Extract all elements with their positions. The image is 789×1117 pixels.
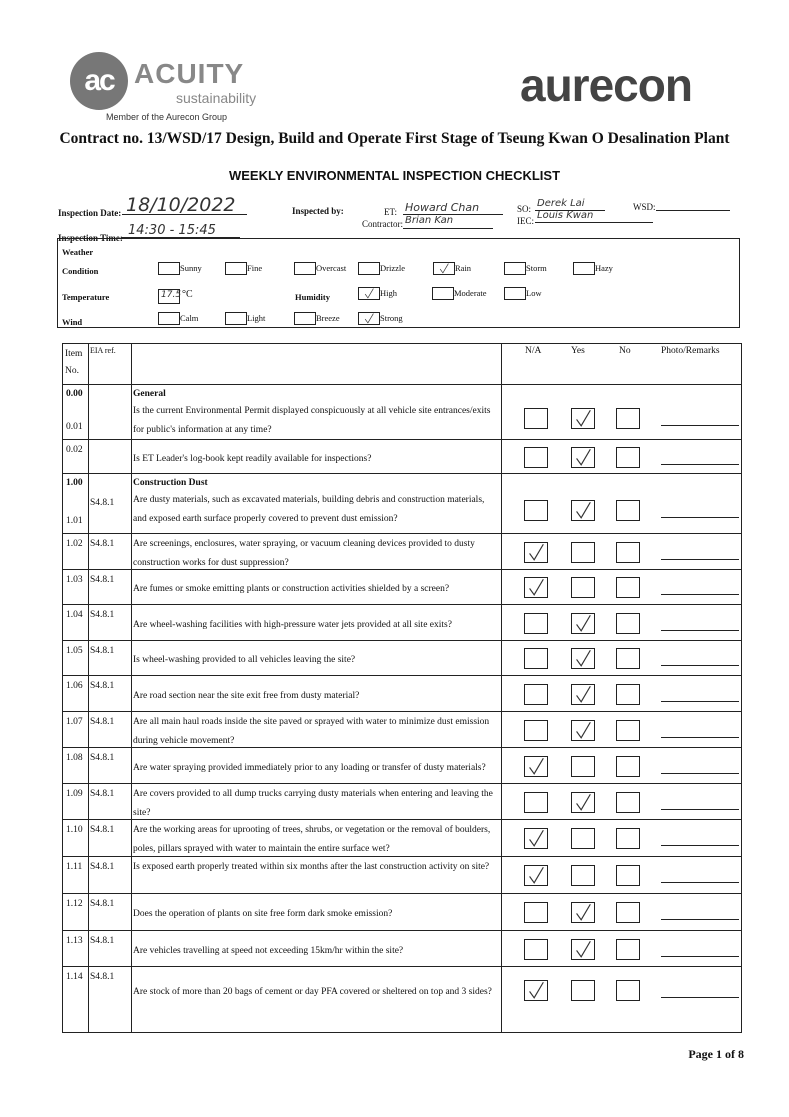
check-mark-icon [572,448,594,467]
question-text: Is exposed earth properly treated within six months after the last construction activity on site? [133,862,490,872]
checkbox-na[interactable] [524,792,548,813]
question-text: Are fumes or smoke emitting plants or construction activities shielded by a screen? [133,584,450,594]
checkbox-yes[interactable] [571,613,595,634]
remarks-field[interactable] [661,594,739,595]
checkbox-na[interactable] [524,865,548,886]
checkbox-no[interactable] [616,902,640,923]
checkbox-na[interactable] [524,902,548,923]
aurecon-logo: aurecon [520,59,692,111]
item-number: 1.03 [66,575,83,585]
remarks-field[interactable] [661,517,739,518]
item-number: 1.05 [66,646,83,656]
checkbox-no[interactable] [616,648,640,669]
remarks-field[interactable] [661,425,739,426]
item-number: 1.08 [66,753,83,763]
inspection-time-field[interactable] [122,223,240,238]
temperature-label: Temperature [62,292,110,302]
table-row [63,473,741,533]
remarks-field[interactable] [661,773,739,774]
temperature-value: 17.5 [161,290,182,300]
check-mark-icon [525,866,547,885]
acuity-mark: ac [70,52,128,110]
check-mark-icon [572,793,594,812]
weather-option-label: Storm [526,263,547,273]
checkbox-yes[interactable] [571,792,595,813]
weather-option-label: Low [526,288,542,298]
checkbox-no[interactable] [616,447,640,468]
no-header: No [619,346,631,356]
check-mark-icon [572,614,594,633]
weather-option-label: Breeze [316,313,340,323]
table-row [63,711,741,747]
et-value: Howard Chan [405,201,480,214]
weather-checkbox-calm[interactable] [158,312,180,325]
acuity-sub: sustainability [176,90,257,106]
weather-option-label: Hazy [595,263,613,273]
eia-ref: S4.8.1 [90,972,115,982]
weather-checkbox-low[interactable] [504,287,526,300]
eia-ref: S4.8.1 [90,717,115,727]
table-row [63,856,741,893]
weather-checkbox-overcast[interactable] [294,262,316,275]
so-value: Derek Lai [537,198,585,209]
inspection-time-label: Inspection Time: [58,233,123,243]
checkbox-na[interactable] [524,613,548,634]
weather-option-label: Rain [455,263,472,273]
checkbox-yes[interactable] [571,447,595,468]
humidity-label: Humidity [295,292,330,302]
check-mark-icon [525,578,547,597]
acuity-name: ACUITY [134,58,245,89]
remarks-field[interactable] [661,737,739,738]
checkbox-no[interactable] [616,756,640,777]
table-row [63,439,741,473]
check-mark-icon [572,940,594,959]
iec-label: IEC: [517,216,534,226]
weather-option-label: Overcast [316,263,347,273]
item-number: 1.12 [66,899,83,909]
remarks-header: Photo/Remarks [661,346,720,356]
remarks-field[interactable] [661,665,739,666]
weather-checkbox-storm[interactable] [504,262,526,275]
remarks-field[interactable] [661,701,739,702]
weather-checkbox-sunny[interactable] [158,262,180,275]
checkbox-na[interactable] [524,408,548,429]
wsd-label: WSD: [633,202,656,212]
item-subnumber: 1.01 [66,516,83,526]
weather-option-label: Strong [380,313,403,323]
checkbox-na[interactable] [524,720,548,741]
checkbox-no[interactable] [616,792,640,813]
question-text: Are screenings, enclosures, water spraying, or vacuum cleaning devices provided to dusty construction works for dust suppression? [133,539,475,568]
check-mark-icon [525,757,547,776]
question-text: Are dusty materials, such as excavated materials, building debris and construction materials, and exposed earth surface properly covered to prevent dust emission? [133,495,485,524]
question-text: Does the operation of plants on site free form dark smoke emission? [133,909,393,919]
checkbox-no[interactable] [616,828,640,849]
check-mark-icon [572,903,594,922]
table-row [63,675,741,711]
table-row [63,604,741,640]
item-number: 1.06 [66,681,83,691]
inspection-date-field[interactable] [122,194,247,216]
table-row [63,533,741,569]
checkbox-yes[interactable] [571,980,595,1001]
check-mark-icon [572,501,594,520]
table-row [63,893,741,930]
question-text: Are all main haul roads inside the site paved or sprayed with water to minimize dust emission during vehicle movement? [133,717,490,746]
remarks-field[interactable] [661,845,739,846]
checkbox-na[interactable] [524,648,548,669]
item-subnumber: 0.01 [66,422,83,432]
acuity-logo [68,50,268,125]
eia-ref: S4.8.1 [90,862,115,872]
remarks-field[interactable] [661,919,739,920]
weather-option-label: Drizzle [380,263,406,273]
remarks-field[interactable] [661,997,739,998]
na-header: N/A [525,346,542,356]
iec-value: Louis Kwan [537,210,594,221]
weather-checkbox-breeze[interactable] [294,312,316,325]
temperature-input[interactable] [158,289,180,304]
checkbox-no[interactable] [616,613,640,634]
weather-checkbox-fine[interactable] [225,262,247,275]
checkbox-na[interactable] [524,939,548,960]
table-row [63,747,741,783]
contract-title: Contract no. 13/WSD/17 Design, Build and Operate First Stage of Tseung Kwan O Desalination Plant [59,130,730,147]
check-mark-icon [359,288,379,299]
item-number: 0.00 [66,389,83,399]
question-text: Is the current Environmental Permit displayed conspicuously at all vehicle site entrances/exits for public's information at any time? [133,406,491,435]
et-label: ET: [384,207,398,217]
weather-option-label: Fine [247,263,263,273]
checklist-title: WEEKLY ENVIRONMENTAL INSPECTION CHECKLIST [228,168,561,183]
table-row [63,966,741,1012]
weather-option-label: Light [247,313,266,323]
eia-ref: S4.8.1 [90,610,115,620]
question-text: Are vehicles travelling at speed not exceeding 15km/hr within the site? [133,945,404,956]
section-title: Construction Dust [133,478,208,488]
contractor-label: Contractor: [362,219,403,229]
checkbox-na[interactable] [524,756,548,777]
question-text: Are the working areas for uprooting of trees, shrubs, or vegetation or the removal of boulders, poles, pillars sprayed with water to maintain the entire surface wet? [133,825,491,854]
question-text: Are road section near the site exit free from dusty material? [133,690,360,701]
question-text: Is wheel-washing provided to all vehicles leaving the site? [133,655,356,665]
item-number: 1.02 [66,539,83,549]
checkbox-no[interactable] [616,865,640,886]
checkbox-no[interactable] [616,577,640,598]
contractor-field[interactable] [403,214,493,229]
inspection-time-value: 14:30 - 15:45 [128,223,216,238]
eia-ref: S4.8.1 [90,498,115,508]
inspection-date-value: 18/10/2022 [126,194,236,216]
table-row [63,384,741,439]
item-number: 1.04 [66,610,83,620]
table-row [63,930,741,966]
weather-option-label: Moderate [454,288,487,298]
check-mark-icon [525,829,547,848]
checklist-table [62,343,742,1033]
checkbox-yes[interactable] [571,500,595,521]
weather-checkbox-drizzle[interactable] [358,262,380,275]
wsd-field[interactable] [656,196,730,211]
weather-box [57,238,740,328]
weather-checkbox-hazy[interactable] [573,262,595,275]
weather-title: Weather [62,247,94,257]
check-mark-icon [572,685,594,704]
checkbox-na[interactable] [524,577,548,598]
weather-checkbox-strong[interactable] [358,312,380,325]
checkbox-yes[interactable] [571,828,595,849]
checkbox-na[interactable] [524,542,548,563]
checkbox-yes[interactable] [571,408,595,429]
weather-checkbox-rain[interactable] [433,262,455,275]
question-text: Are wheel-washing facilities with high-pressure water jets provided at all site exits? [133,619,452,630]
eia-ref: S4.8.1 [90,936,115,946]
table-row [63,640,741,675]
checkbox-yes[interactable] [571,684,595,705]
check-mark-icon [572,649,594,668]
checkbox-na[interactable] [524,500,548,521]
check-mark-icon [525,543,547,562]
eia-ref: S4.8.1 [90,753,115,763]
eia-ref: S4.8.1 [90,789,115,799]
checkbox-na[interactable] [524,828,548,849]
item-no-header: Item No. [65,349,83,376]
checkbox-no[interactable] [616,500,640,521]
eia-ref-header: EIA ref. [90,346,116,355]
checkbox-no[interactable] [616,408,640,429]
eia-ref: S4.8.1 [90,539,115,549]
eia-ref: S4.8.1 [90,575,115,585]
remarks-field[interactable] [661,559,739,560]
question-text: Are covers provided to all dump trucks carrying dusty materials when entering and leaving the site? [133,789,493,818]
checkbox-yes[interactable] [571,720,595,741]
weather-checkbox-light[interactable] [225,312,247,325]
eia-ref: S4.8.1 [90,646,115,656]
remarks-field[interactable] [661,956,739,957]
weather-option-label: Sunny [180,263,202,273]
remarks-field[interactable] [661,882,739,883]
checkbox-no[interactable] [616,542,640,563]
remarks-field[interactable] [661,630,739,631]
question-text: Are stock of more than 20 bags of cement or day PFA covered or sheltered on top and 3 sides? [133,986,492,997]
checkbox-yes[interactable] [571,648,595,669]
page-number: Page 1 of 8 [688,1047,744,1061]
contractor-value: Brian Kan [405,215,454,226]
table-row [63,819,741,856]
eia-ref: S4.8.1 [90,681,115,691]
acuity-member: Member of the Aurecon Group [106,112,228,122]
checkbox-yes[interactable] [571,542,595,563]
checkbox-yes[interactable] [571,902,595,923]
checkbox-no[interactable] [616,684,640,705]
inspection-date-label: Inspection Date: [58,208,122,218]
temperature-unit: °C [182,289,193,300]
checkbox-na[interactable] [524,684,548,705]
item-number: 1.09 [66,789,83,799]
eia-ref: S4.8.1 [90,899,115,909]
so-label: SO: [517,204,532,214]
check-mark-icon [434,263,454,274]
checkbox-na[interactable] [524,447,548,468]
weather-option-label: Calm [180,313,199,323]
checkbox-no[interactable] [616,720,640,741]
question-text: Are water spraying provided immediately prior to any loading or transfer of dusty materials? [133,762,486,773]
wind-label: Wind [62,317,83,327]
checkbox-yes[interactable] [571,577,595,598]
yes-header: Yes [571,346,585,356]
inspected-by-label: Inspected by: [292,206,344,216]
checkbox-no[interactable] [616,939,640,960]
check-mark-icon [572,409,594,428]
item-number: 1.11 [66,862,83,872]
eia-ref: S4.8.1 [90,825,115,835]
item-number: 1.00 [66,478,83,488]
checkbox-na[interactable] [524,980,548,1001]
check-mark-icon [359,313,379,324]
condition-label: Condition [62,266,99,276]
question-text: Is ET Leader's log-book kept readily available for inspections? [133,453,372,464]
checkbox-yes[interactable] [571,865,595,886]
weather-checkbox-moderate[interactable] [432,287,454,300]
table-row [63,569,741,604]
item-number: 0.02 [66,445,83,455]
item-number: 1.07 [66,717,83,727]
item-number: 1.13 [66,936,83,946]
check-mark-icon [525,981,547,1000]
et-field[interactable] [403,200,503,215]
weather-option-label: High [380,288,397,298]
item-number: 1.14 [66,972,83,982]
section-title: General [133,389,166,399]
table-row [63,783,741,819]
item-number: 1.10 [66,825,83,835]
checkbox-no[interactable] [616,980,640,1001]
checkbox-yes[interactable] [571,756,595,777]
check-mark-icon [572,721,594,740]
weather-checkbox-high[interactable] [358,287,380,300]
remarks-field[interactable] [661,464,739,465]
remarks-field[interactable] [661,809,739,810]
checkbox-yes[interactable] [571,939,595,960]
